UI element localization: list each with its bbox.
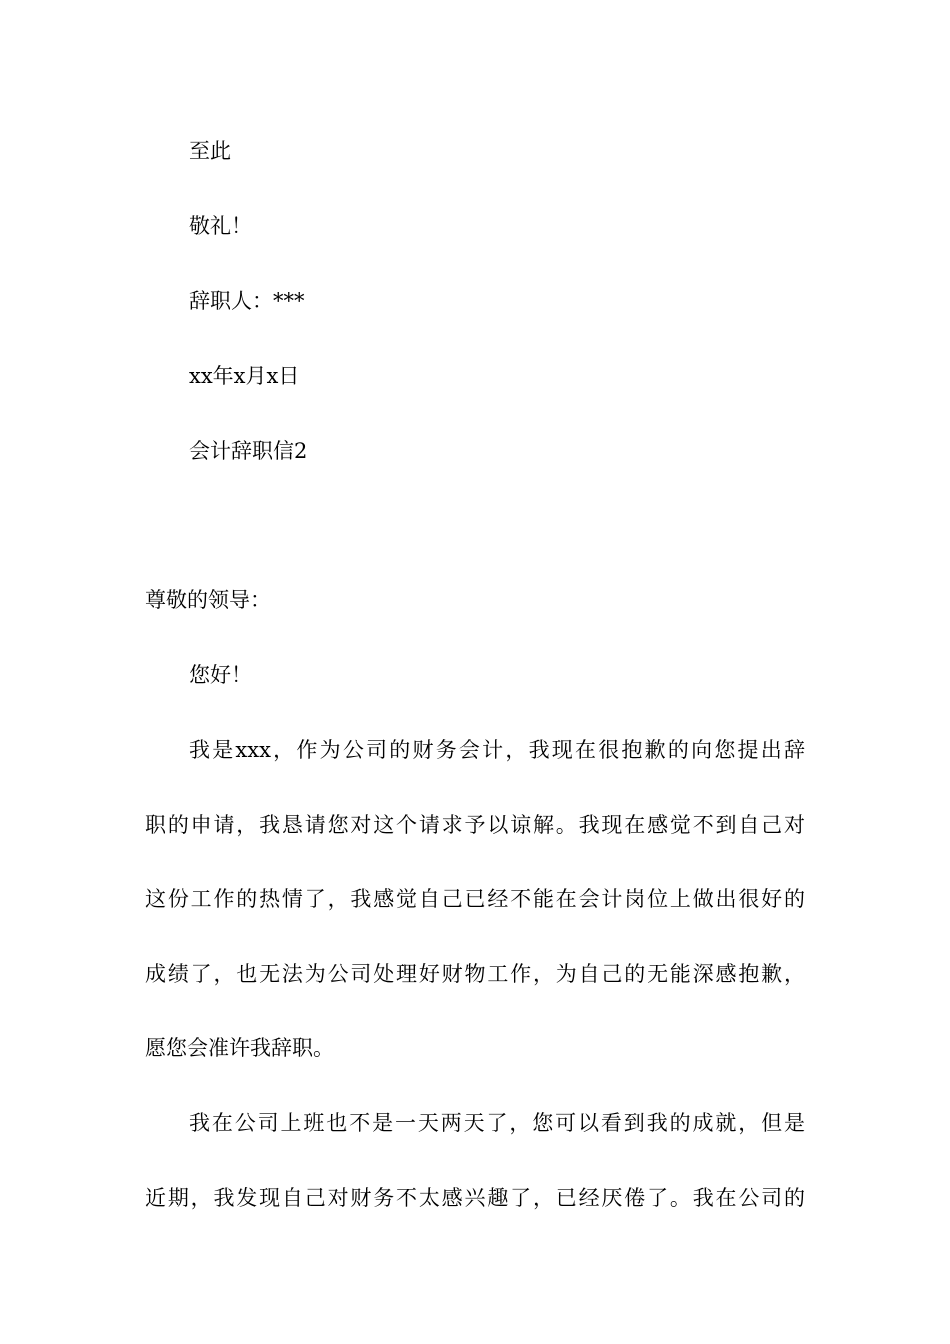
paragraph-2-line-2: 近期，我发现自己对财务不太感兴趣了，已经厌倦了。我在公司的 [145, 1186, 805, 1210]
paragraph-1-line-4: 成绩了，也无法为公司处理好财物工作，为自己的无能深感抱歉， [145, 962, 805, 986]
closing-line-zhici: 至此 [189, 139, 231, 163]
salutation: 尊敬的领导： [145, 588, 271, 612]
paragraph-1-line-3: 这份工作的热情了，我感觉自己已经不能在会计岗位上做出很好的 [145, 887, 805, 911]
next-letter-title: 会计辞职信2 [189, 439, 308, 463]
closing-line-jingli: 敬礼！ [189, 214, 252, 238]
paragraph-1-line-2: 职的申请，我恳请您对这个请求予以谅解。我现在感觉不到自己对 [145, 813, 805, 837]
paragraph-1-line-5: 愿您会准许我辞职。 [145, 1036, 334, 1060]
signer-line: 辞职人：*** [189, 289, 305, 313]
greeting: 您好！ [189, 663, 252, 687]
paragraph-1-line-1: 我是xxx，作为公司的财务会计，我现在很抱歉的向您提出辞 [189, 738, 805, 762]
paragraph-2-line-1: 我在公司上班也不是一天两天了，您可以看到我的成就，但是 [189, 1111, 805, 1135]
date-line: xx年x月x日 [189, 364, 300, 388]
